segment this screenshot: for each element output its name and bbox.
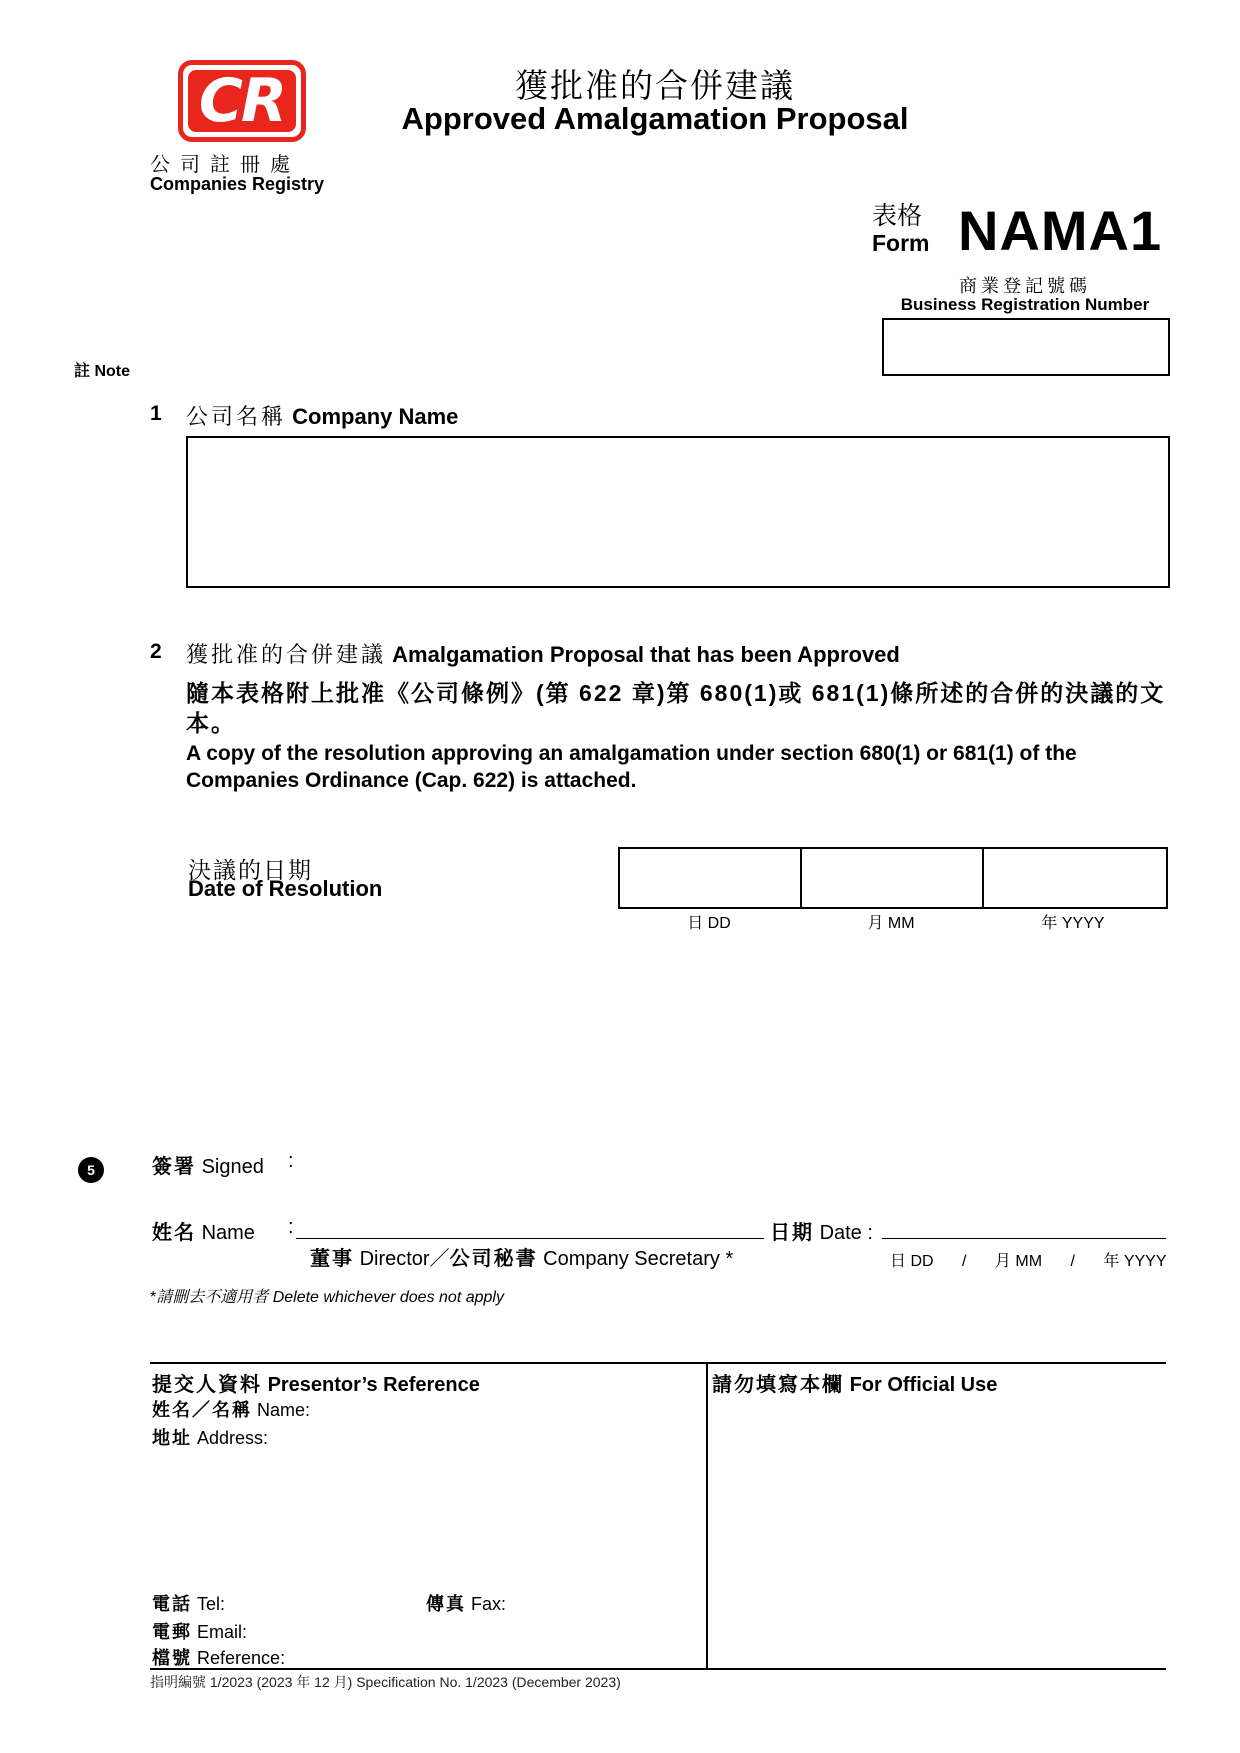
presenter-fax-row[interactable]: [426, 1590, 506, 1616]
presenter-email-row[interactable]: [152, 1618, 247, 1644]
note-marker-5: 5: [78, 1157, 104, 1183]
presenter-name-row[interactable]: [152, 1396, 310, 1422]
presenter-fax-zh: 傳真: [426, 1594, 466, 1614]
presenter-reference-en: Reference:: [197, 1648, 286, 1668]
delete-note: [150, 1284, 504, 1307]
presenter-address-zh: 地址: [152, 1428, 192, 1448]
presenter-title: [152, 1368, 480, 1397]
official-use-box: [708, 1362, 1166, 1670]
resolution-year-label: 年 YYYY: [1041, 915, 1105, 932]
presenter-tel-row[interactable]: [152, 1590, 225, 1616]
company-name-field[interactable]: [186, 436, 1170, 588]
date-colon: :: [867, 1222, 873, 1244]
role-star: *: [725, 1248, 734, 1270]
presenter-tel-en: Tel:: [197, 1594, 226, 1614]
name-label-en: Name: [201, 1222, 255, 1244]
brn-label-en: Business Registration Number: [900, 295, 1150, 314]
role-director-en: Director: [359, 1248, 430, 1270]
section-2-text-zh: 隨本表格附上批准《公司條例》(第 622 章)第 680(1)或 681(1)條所述的合併的決議的文本。: [186, 680, 1166, 736]
signature-month-label: 月 MM: [994, 1253, 1043, 1270]
signature-date-caption: [890, 1248, 1167, 1271]
resolution-date-label-zh: 決議的日期: [188, 857, 313, 883]
presenter-title-zh: 提交人資料: [152, 1374, 262, 1396]
date-label-en: Date: [819, 1222, 862, 1244]
date-slash-1: /: [962, 1253, 967, 1270]
note-label: [74, 358, 130, 381]
official-use-title-en: For Official Use: [849, 1374, 998, 1396]
form-title-en: Approved Amalgamation Proposal: [401, 101, 909, 136]
date-label: [770, 1216, 873, 1245]
section-1-number: 1: [150, 402, 162, 425]
section-2-title-zh: 獲批准的合併建議: [186, 642, 387, 667]
role-caption: [310, 1242, 733, 1271]
resolution-date-label-en: Date of Resolution: [188, 876, 383, 901]
presenter-title-en: Presentor’s Reference: [267, 1374, 480, 1396]
date-slash-2: /: [1070, 1253, 1075, 1270]
name-label-zh: 姓名: [152, 1222, 196, 1244]
section-1-title: [186, 400, 458, 431]
presenter-reference-zh: 檔號: [152, 1648, 192, 1668]
presenter-fax-en: Fax:: [471, 1594, 507, 1614]
brn-label-zh: 商業登記號碼: [959, 276, 1091, 296]
name-colon: :: [288, 1216, 294, 1238]
signature-day-label: 日 DD: [890, 1253, 934, 1270]
signed-label-zh: 簽署: [152, 1156, 196, 1178]
cr-logo-text: CR: [188, 70, 296, 132]
resolution-year-field[interactable]: [982, 847, 1168, 909]
presenter-email-en: Email:: [197, 1622, 248, 1642]
presenter-address-en: Address:: [197, 1428, 269, 1448]
resolution-day-field[interactable]: [618, 847, 802, 909]
form-title-zh: 獲批准的合併建議: [515, 67, 795, 104]
section-2-title-en: Amalgamation Proposal that has been Approved: [392, 642, 900, 667]
note-label-zh: 註: [74, 363, 91, 380]
registry-name-zh: 公司註冊處: [150, 154, 300, 176]
signed-colon: :: [288, 1150, 294, 1172]
note-label-en: Note: [94, 363, 131, 380]
form-code: NAMA1: [958, 199, 1163, 262]
presenter-reference-box: [150, 1362, 708, 1670]
official-use-title-zh: 請勿填寫本欄: [712, 1374, 844, 1396]
name-field[interactable]: [296, 1210, 764, 1239]
specification-number: 指明編號 1/2023 (2023 年 12 月) Specification No. 1/2023 (December 2023): [150, 1674, 621, 1690]
resolution-month-field[interactable]: [800, 847, 984, 909]
form-label-en: Form: [872, 230, 930, 256]
official-use-title: [712, 1368, 997, 1397]
section-1-title-en: Company Name: [292, 404, 459, 429]
section-1-title-zh: 公司名稱: [186, 404, 287, 429]
presenter-name-en: Name:: [257, 1400, 311, 1420]
presenter-name-zh: 姓名／名稱: [152, 1400, 252, 1420]
section-2-title: [186, 638, 900, 669]
delete-note-zh: 請刪去不適用者: [156, 1289, 269, 1306]
form-label-zh: 表格: [872, 202, 923, 230]
section-2-number: 2: [150, 640, 162, 663]
date-label-zh: 日期: [770, 1222, 814, 1244]
role-secretary-en: Company Secretary: [543, 1248, 720, 1270]
signed-label: [152, 1150, 264, 1179]
presenter-reference-row[interactable]: [152, 1644, 285, 1670]
delete-note-star: *: [150, 1289, 157, 1306]
cr-logo: [178, 60, 306, 142]
role-secretary-zh: 公司秘書: [449, 1248, 538, 1270]
section-2-text-en: A copy of the resolution approving an amalgamation under section 680(1) or 681(1) of the Companies Ordinance (Cap. 622) is attached.: [186, 742, 1077, 792]
presenter-address-row[interactable]: [152, 1424, 268, 1450]
presenter-email-zh: 電郵: [152, 1622, 192, 1642]
signature-date-field[interactable]: [882, 1210, 1166, 1239]
signature-year-label: 年 YYYY: [1103, 1253, 1167, 1270]
presenter-tel-zh: 電話: [152, 1594, 192, 1614]
role-separator: ／: [429, 1248, 450, 1270]
signature-field[interactable]: [300, 1150, 760, 1180]
delete-note-en: Delete whichever does not apply: [272, 1289, 504, 1306]
resolution-month-label: 月 MM: [867, 915, 915, 932]
name-label: [152, 1216, 255, 1245]
signed-label-en: Signed: [201, 1156, 264, 1178]
resolution-day-label: 日 DD: [687, 915, 731, 932]
role-director-zh: 董事: [310, 1248, 354, 1270]
registry-name-en: Companies Registry: [150, 174, 325, 194]
brn-field[interactable]: [882, 318, 1170, 376]
